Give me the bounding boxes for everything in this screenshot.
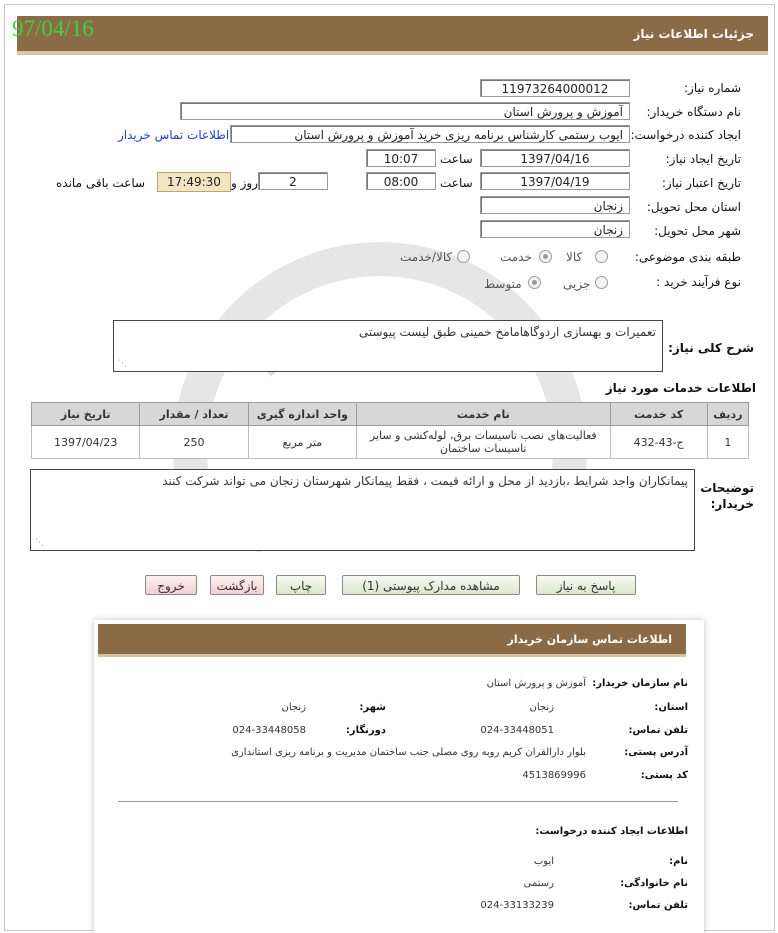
delivery-city-field[interactable]: زنجان xyxy=(480,220,630,238)
card-title: اطلاعات تماس سازمان خریدار xyxy=(507,633,672,646)
created-time-label: ساعت xyxy=(440,152,473,166)
phone-value: 024-33448051 xyxy=(480,725,554,736)
date-stamp: 97/04/16 xyxy=(12,16,94,41)
process-radio-medium[interactable] xyxy=(528,276,541,289)
created-time-field[interactable]: 10:07 xyxy=(366,149,436,167)
city-value: زنجان xyxy=(281,702,306,713)
org-label: نام سازمان خریدار: xyxy=(592,678,688,689)
category-goods-service-label: کالا/خدمت xyxy=(400,250,453,264)
category-radio-goods-service[interactable] xyxy=(457,250,470,263)
cell-name: فعالیت‌های نصب تاسیسات برق، لوله‌کشی و سایر تاسیسات ساختمان xyxy=(357,426,611,459)
process-minor-label: جزیی xyxy=(563,277,591,291)
created-date-field[interactable]: 1397/04/16 xyxy=(480,149,630,167)
summary-field[interactable] xyxy=(113,320,663,372)
col-name: نام خدمت xyxy=(357,403,611,426)
col-date: تاریخ نیاز xyxy=(32,403,140,426)
need-number-label: شماره نیاز: xyxy=(684,81,741,95)
col-unit: واحد اندازه گیری xyxy=(248,403,356,426)
resize-grip-icon[interactable]: ⋰ xyxy=(118,359,127,369)
services-table xyxy=(31,402,749,459)
cell-date: 1397/04/23 xyxy=(32,426,140,459)
days-label: روز و xyxy=(231,176,258,190)
remaining-time-label: ساعت باقی مانده xyxy=(56,176,146,190)
buyer-notes-field[interactable] xyxy=(30,469,695,551)
category-radio-service[interactable] xyxy=(539,250,552,263)
col-code: کد خدمت xyxy=(610,403,707,426)
process-radio-minor[interactable] xyxy=(595,276,608,289)
buyer-contact-link[interactable]: اطلاعات تماس خریدار xyxy=(118,128,230,142)
divider xyxy=(118,801,678,802)
category-label: طبقه بندی موضوعی: xyxy=(634,250,741,264)
first-name-value: ایوب xyxy=(533,856,554,867)
validity-time-field[interactable]: 08:00 xyxy=(366,172,436,190)
org-value: آموزش و پرورش استان xyxy=(486,678,586,689)
validity-date-field[interactable]: 1397/04/19 xyxy=(480,172,630,190)
last-name-value: رستمی xyxy=(523,878,554,889)
delivery-province-label: استان محل تحویل: xyxy=(646,200,741,214)
fax-label: دورنگار: xyxy=(345,725,386,736)
resize-grip-icon[interactable]: ⋰ xyxy=(35,538,44,548)
last-name-label: نام خانوادگی: xyxy=(620,878,688,889)
address-label: آدرس پستی: xyxy=(624,747,688,758)
days-remaining-field[interactable]: 2 xyxy=(258,172,328,190)
requester-label: ایجاد کننده درخواست: xyxy=(630,128,741,142)
buyer-org-label: نام دستگاه خریدار: xyxy=(646,105,741,119)
first-name-label: نام: xyxy=(669,856,688,867)
validity-date-label: تاریخ اعتبار نیاز: xyxy=(661,176,741,190)
phone-label: تلفن تماس: xyxy=(628,725,688,736)
cell-qty: 250 xyxy=(140,426,248,459)
col-qty: تعداد / مقدار xyxy=(140,403,248,426)
category-radio-goods[interactable] xyxy=(595,250,608,263)
services-heading: اطلاعات خدمات مورد نیاز xyxy=(605,381,756,395)
postal-value: 4513869996 xyxy=(522,770,586,781)
cell-row: 1 xyxy=(707,426,748,459)
buyer-notes-label: توضیحات خریدار: xyxy=(700,481,754,511)
category-goods-label: کالا xyxy=(566,250,583,264)
services-header-row xyxy=(32,403,749,426)
page-header xyxy=(17,16,768,55)
req-phone-value: 024-33133239 xyxy=(480,900,554,911)
cell-unit: متر مربع xyxy=(248,426,356,459)
buyer-contact-card xyxy=(94,620,704,933)
province-value: زنجان xyxy=(529,702,554,713)
category-service-label: خدمت xyxy=(500,250,532,264)
fax-value: 024-33448058 xyxy=(232,725,306,736)
process-medium-label: متوسط xyxy=(484,277,522,291)
attachments-button[interactable]: مشاهده مدارک پیوستی (1) xyxy=(342,575,520,595)
summary-text: تعمیرات و بهسازی اردوگاهامامخ خمینی طبق لیست پیوستی xyxy=(358,325,656,339)
reply-button[interactable]: پاسخ به نیاز xyxy=(536,575,636,595)
postal-label: کد پستی: xyxy=(640,770,688,781)
back-button[interactable]: بازگشت xyxy=(210,575,264,595)
remaining-time-field: 17:49:30 xyxy=(157,172,231,192)
card-header xyxy=(98,624,686,657)
delivery-city-label: شهر محل تحویل: xyxy=(654,224,741,238)
exit-button[interactable]: خروج xyxy=(145,575,197,595)
requester-field[interactable]: ایوب رستمی کارشناس برنامه ریزی خرید آموزش و پرورش استان xyxy=(230,125,630,143)
process-label: نوع فرآیند خرید : xyxy=(656,275,741,289)
cell-code: ج-43-432 xyxy=(610,426,707,459)
address-value: بلوار دارالقران کریم روبه روی مصلی جنب ساختمان مدیریت و برنامه ریزی استانداری xyxy=(231,747,586,758)
city-label: شهر: xyxy=(359,702,386,713)
req-phone-label: تلفن تماس: xyxy=(628,900,688,911)
requester-heading: اطلاعات ایجاد کننده درخواست: xyxy=(535,826,688,837)
need-number-field[interactable]: 1197326400001​2 xyxy=(480,79,630,97)
buyer-org-field[interactable]: آموزش و پرورش استان xyxy=(180,102,630,120)
delivery-province-field[interactable]: زنجان xyxy=(480,196,630,214)
province-label: استان: xyxy=(654,702,688,713)
table-row xyxy=(32,426,749,459)
created-date-label: تاریخ ایجاد نیاز: xyxy=(665,152,741,166)
col-row: ردیف xyxy=(707,403,748,426)
buyer-notes-text: پیمانکاران واجد شرایط ،بازدید از محل و ارائه قیمت ، فقط پیمانکار شهرستان زنجان می تواند شرکت کنند xyxy=(162,474,688,488)
summary-label: شرح کلی نیاز: xyxy=(668,341,754,355)
print-button[interactable]: چاپ xyxy=(276,575,326,595)
validity-time-label: ساعت xyxy=(440,176,473,190)
page-title: جزئیات اطلاعات نیاز xyxy=(633,27,754,41)
